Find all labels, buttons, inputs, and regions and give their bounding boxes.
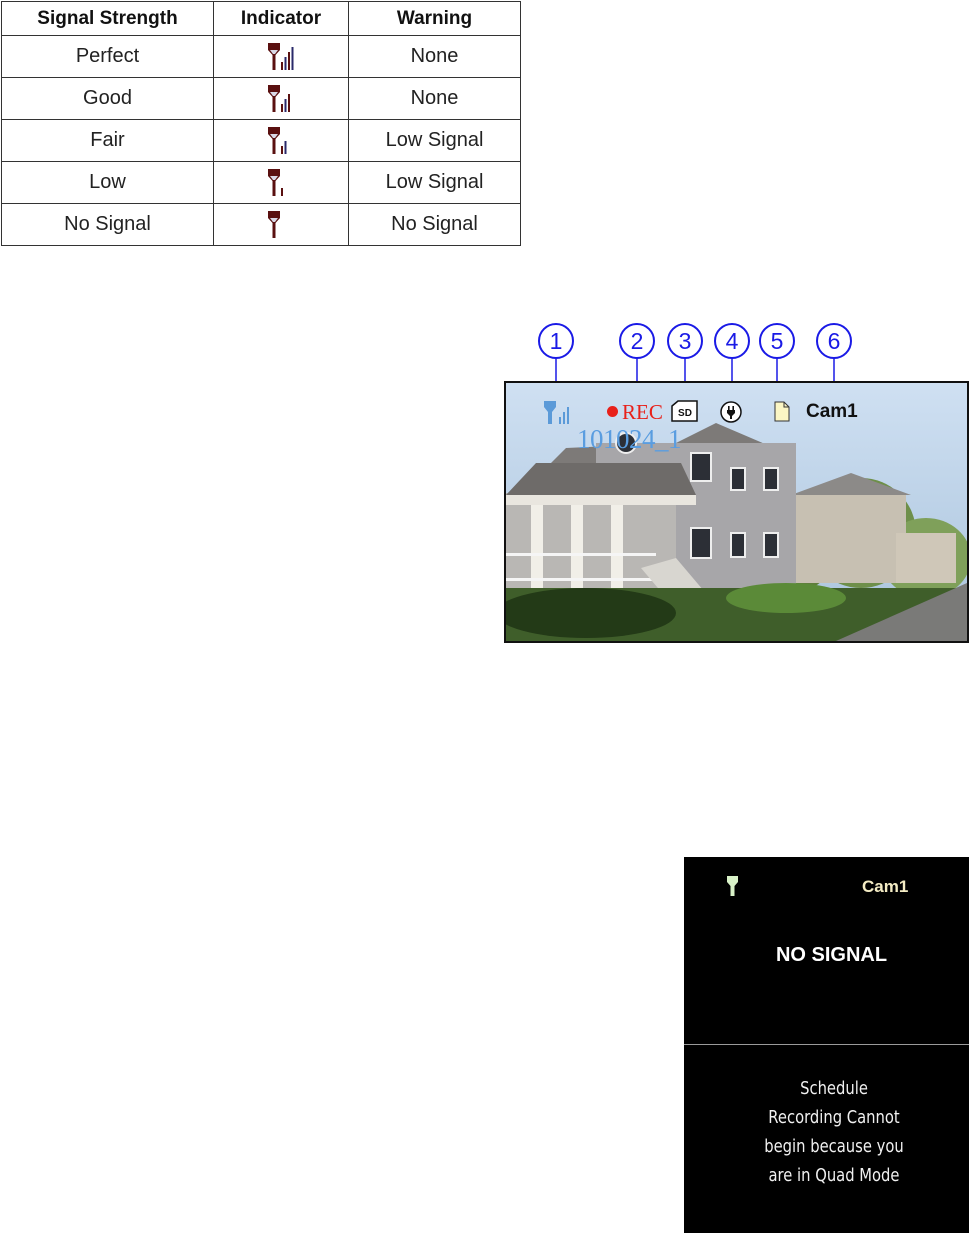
record-dot-icon [607, 406, 618, 417]
message-line: Schedule [800, 1078, 868, 1099]
no-signal-screen [684, 857, 969, 1233]
antenna-icon [726, 875, 740, 897]
sd-card-icon [670, 400, 700, 424]
warning-cell: None [349, 36, 521, 78]
callout-number: 4 [725, 328, 739, 354]
callout-number: 6 [827, 328, 841, 354]
warning-cell: No Signal [349, 204, 521, 246]
header-warning: Warning [349, 2, 521, 36]
signal-strength-cell: Good [2, 78, 214, 120]
warning-cell: Low Signal [349, 162, 521, 204]
signal-strength-cell: Fair [2, 120, 214, 162]
divider [684, 1044, 969, 1045]
signal-icon [543, 400, 571, 426]
signal-strength-cell: Low [2, 162, 214, 204]
message-line: begin because you [764, 1136, 904, 1157]
warning-cell: None [349, 78, 521, 120]
no-signal-title: NO SIGNAL [775, 944, 888, 966]
message-line: are in Quad Mode [768, 1165, 900, 1186]
callout-number: 3 [678, 328, 692, 354]
callout-number: 1 [549, 328, 563, 354]
callout-number: 5 [770, 328, 784, 354]
signal-strength-cell: No Signal [2, 204, 214, 246]
schedule-warning-message [744, 1074, 924, 1190]
sd-label: SD [678, 408, 692, 419]
header-signal-strength: Signal Strength [2, 2, 214, 36]
file-icon [774, 401, 790, 422]
header-indicator: Indicator [214, 2, 349, 36]
signal-strength-cell: Perfect [2, 36, 214, 78]
callout-number: 2 [630, 328, 644, 354]
recording-filename: 101024_1 [577, 424, 681, 454]
rec-label: REC [622, 400, 663, 424]
power-plug-icon [719, 400, 743, 424]
warning-cell: Low Signal [349, 120, 521, 162]
camera-name-label: Cam1 [862, 877, 909, 896]
message-line: Recording Cannot [768, 1107, 900, 1128]
camera-name-label: Cam1 [806, 401, 858, 422]
